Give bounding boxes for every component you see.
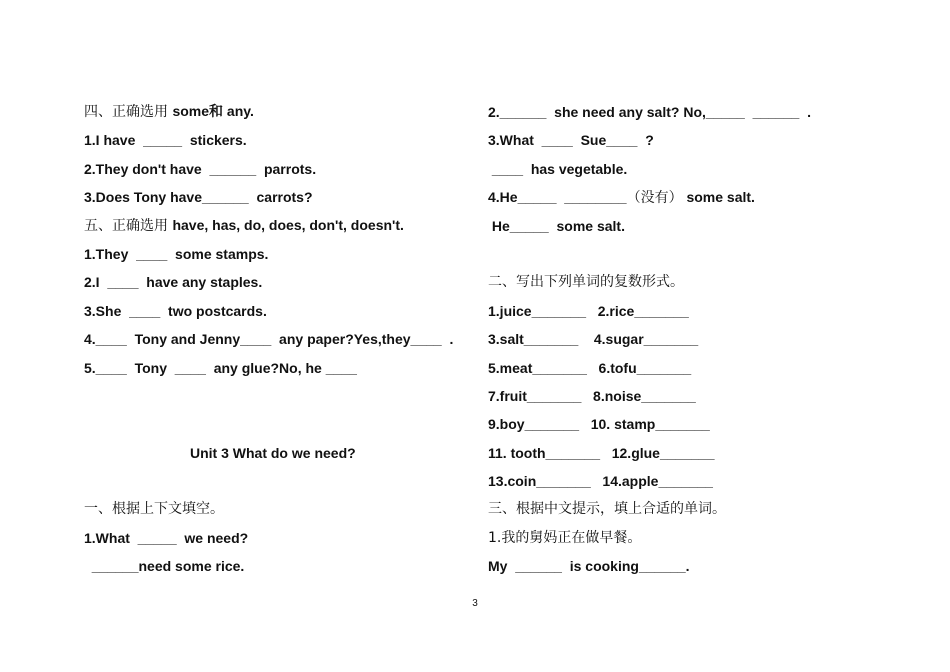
u3-question-1a: 1.What _____ we need? bbox=[84, 530, 249, 546]
u3-question-4a-end: some salt. bbox=[682, 189, 755, 205]
s4-question-1: 1.I have _____ stickers. bbox=[84, 132, 247, 148]
plural-row: 1.juice_______ 2.rice_______ bbox=[488, 303, 689, 319]
section3-heading: 三、根据中文提示，填上合适的单词。 bbox=[488, 501, 726, 517]
s5-question-4: 4.____ Tony and Jenny____ any paper?Yes,they____ . bbox=[84, 331, 454, 347]
plural-row: 13.coin_______ 14.apple_______ bbox=[488, 473, 713, 489]
u3-question-1b: ______need some rice. bbox=[84, 558, 245, 574]
u3-question-4b: He_____ some salt. bbox=[488, 218, 625, 234]
s5-question-5: 5.____ Tony ____ any glue?No, he ____ bbox=[84, 360, 357, 376]
unit-title: Unit 3 What do we need? bbox=[190, 445, 356, 461]
plural-row: 7.fruit_______ 8.noise_______ bbox=[488, 388, 696, 404]
s5-question-1: 1.They ____ some stamps. bbox=[84, 246, 269, 262]
section4-heading-cn: 四、正确选用 bbox=[84, 104, 173, 120]
section5-heading-cn: 五、正确选用 bbox=[84, 218, 173, 234]
plural-row: 3.salt_______ 4.sugar_______ bbox=[488, 331, 699, 347]
s5-question-3: 3.She ____ two postcards. bbox=[84, 303, 267, 319]
s4-question-2: 2.They don't have ______ parrots. bbox=[84, 161, 317, 177]
s5-question-2: 2.I ____ have any staples. bbox=[84, 274, 263, 290]
section5-heading-en: have, has, do, does, don't, doesn't. bbox=[172, 217, 404, 233]
s3-question-1-cn: 1.我的舅妈正在做早餐。 bbox=[488, 530, 642, 546]
plural-row: 5.meat_______ 6.tofu_______ bbox=[488, 360, 692, 376]
section2-heading: 二、写出下列单词的复数形式。 bbox=[488, 274, 684, 290]
u3-question-3b: ____ has vegetable. bbox=[488, 161, 628, 177]
section4-heading bbox=[84, 102, 254, 120]
u3-question-4a-en: 4.He_____ ________ bbox=[488, 189, 627, 205]
plural-row: 11. tooth_______ 12.glue_______ bbox=[488, 445, 715, 461]
u3-question-2: 2.______ she need any salt? No,_____ ______ . bbox=[488, 104, 811, 120]
s4-question-3: 3.Does Tony have______ carrots? bbox=[84, 189, 313, 205]
page-number: 3 bbox=[472, 598, 478, 609]
section5-heading bbox=[84, 216, 404, 234]
u3-question-3a: 3.What ____ Sue____ ? bbox=[488, 132, 654, 148]
u3-question-4a-cn: （没有） bbox=[626, 190, 683, 206]
s3-question-1-en: My ______ is cooking______. bbox=[488, 558, 690, 574]
plural-row: 9.boy_______ 10. stamp_______ bbox=[488, 416, 710, 432]
section1-heading: 一、根据上下文填空。 bbox=[84, 501, 224, 517]
u3-question-4a bbox=[488, 188, 755, 206]
section4-heading-en: some和 any. bbox=[172, 103, 254, 119]
